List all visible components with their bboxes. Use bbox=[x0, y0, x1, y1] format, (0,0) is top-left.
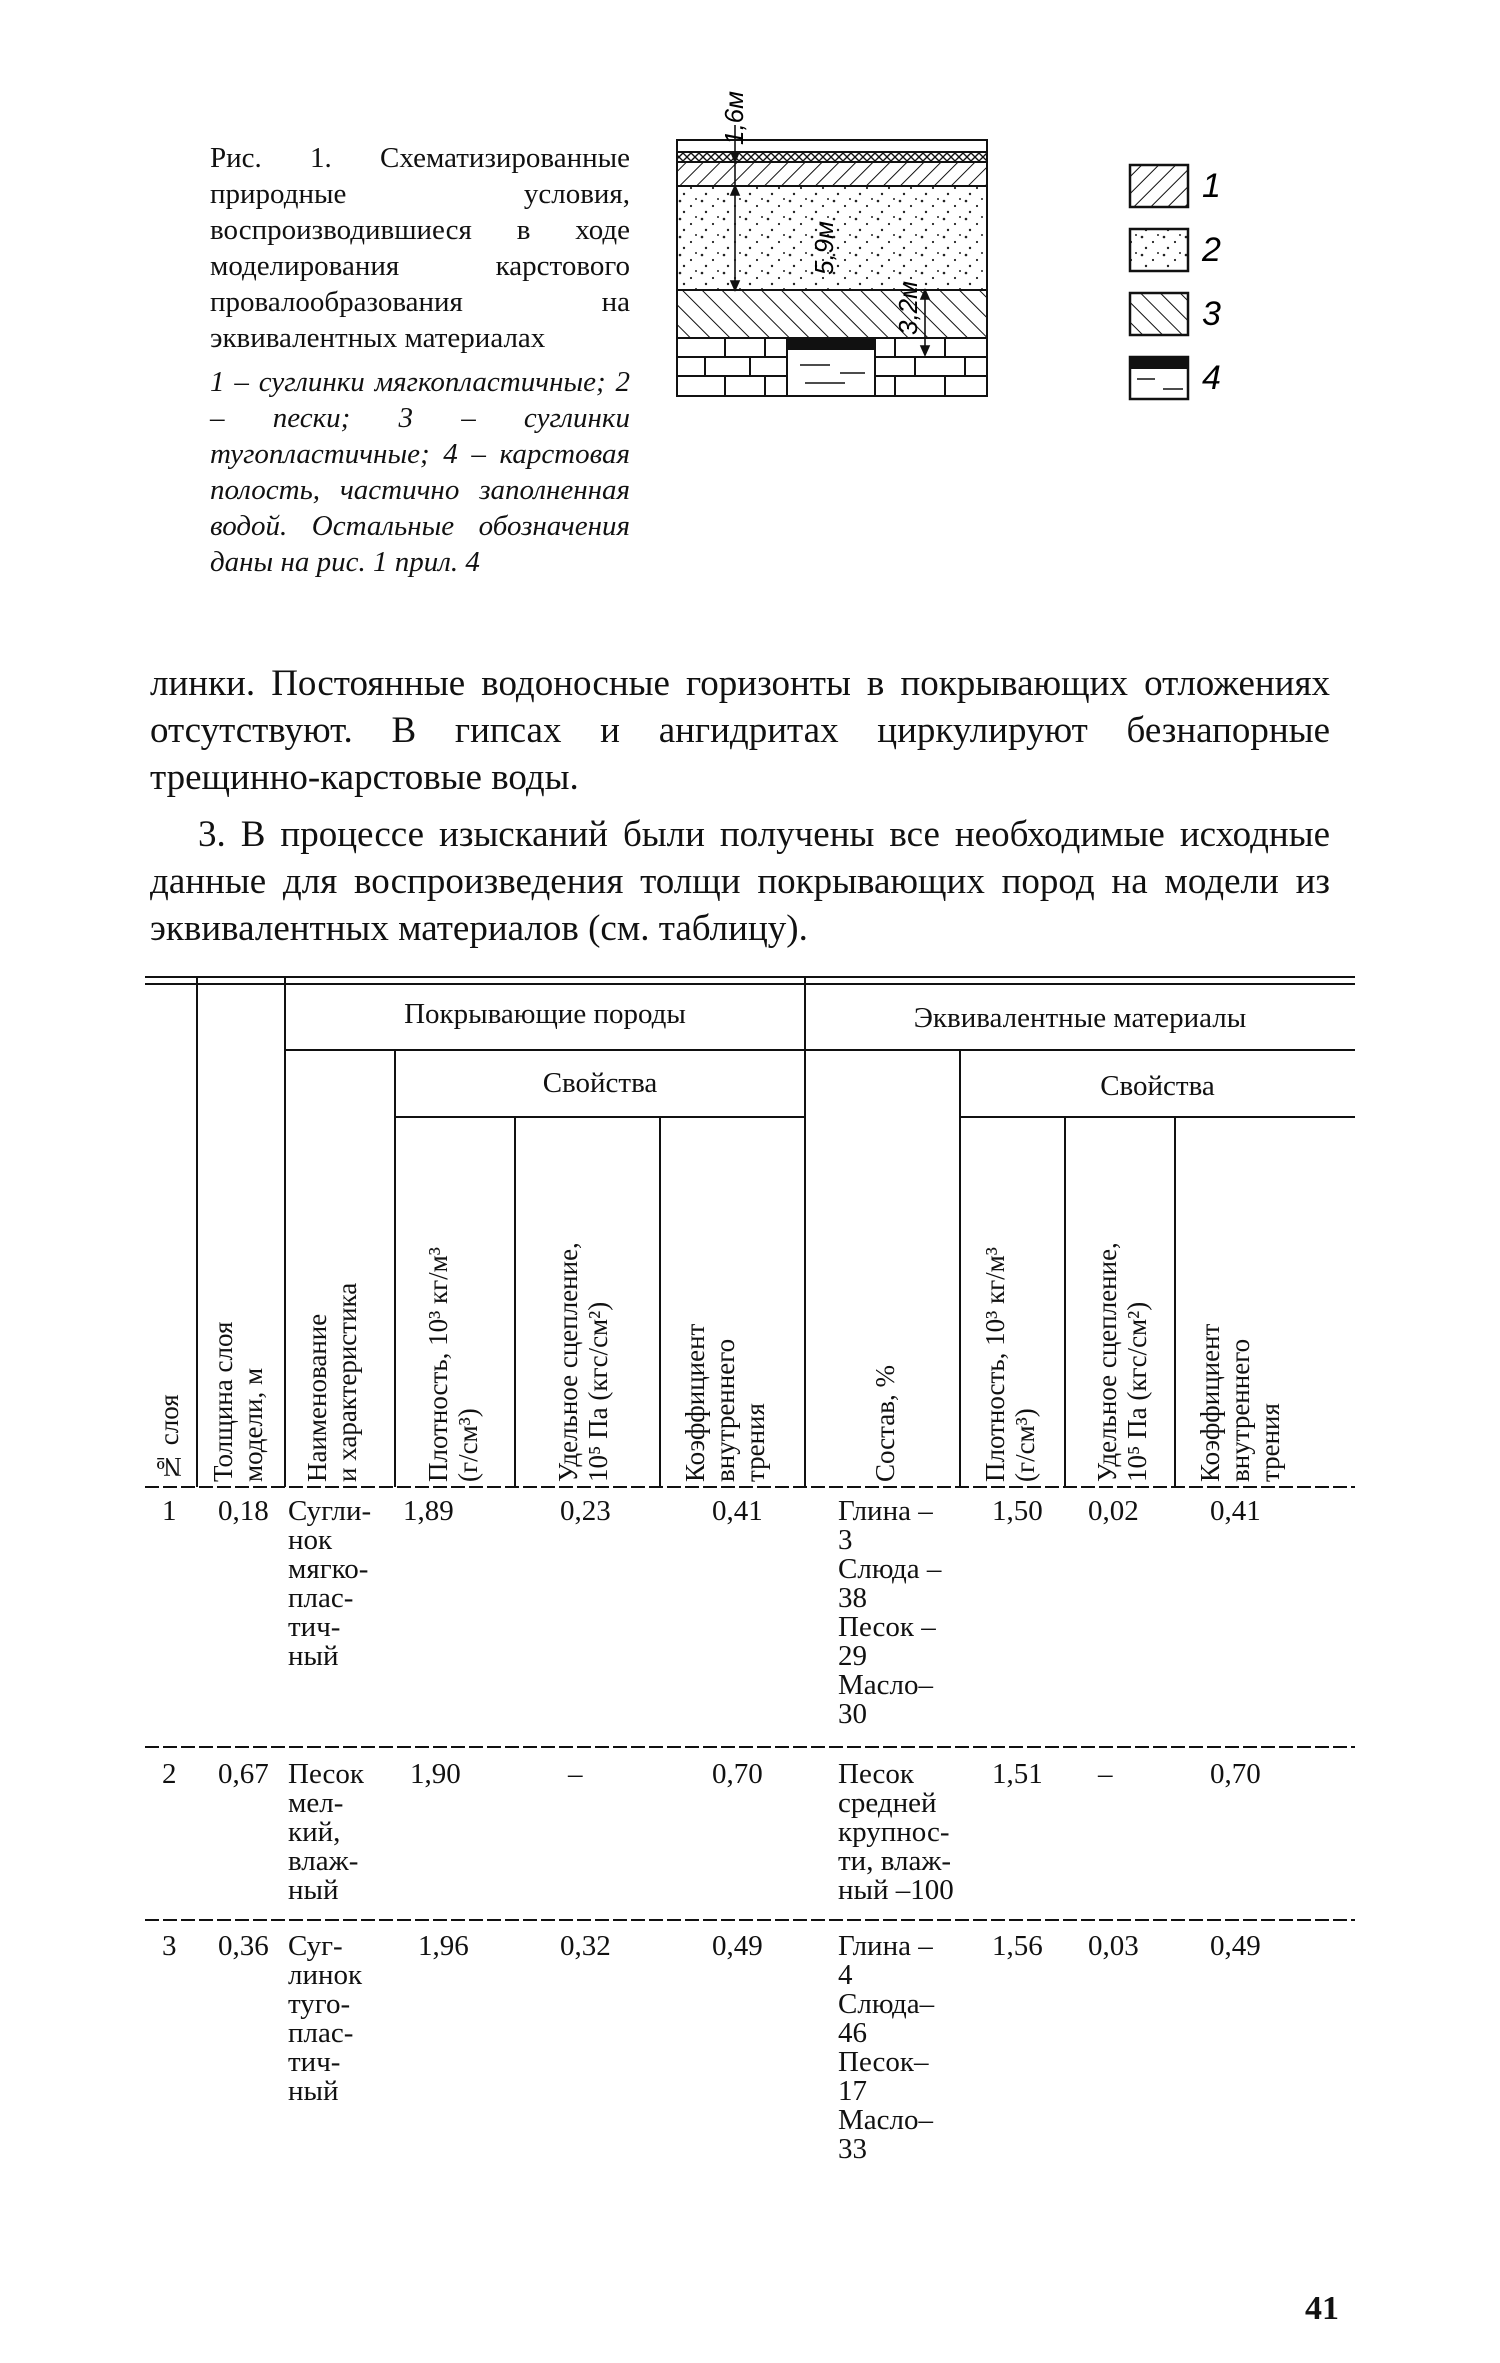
legend-swatch-4 bbox=[1130, 357, 1188, 399]
cell-composition: Глина – 4 Слюда– 46 Песок– 17 Масло– 33 bbox=[838, 1930, 935, 2165]
cell-density-2: 1,56 bbox=[992, 1930, 1043, 1962]
figure-caption-legend: 1 – суглинки мягкопластичные; 2 – пески; 3 – суглинки тугопластичные; 4 – карстовая полость, частично заполненная водой. Остальные обозначения даны на рис. 1 прил. 4 bbox=[210, 366, 630, 578]
cell-density: 1,89 bbox=[403, 1495, 454, 1527]
cell-composition: Глина – 3 Слюда – 38 Песок – 29 Масло– 30 bbox=[838, 1495, 942, 1730]
legend-num-3: 3 bbox=[1202, 295, 1221, 333]
group-header-equivalent: Эквивалентные материалы bbox=[913, 1002, 1247, 1034]
cell-friction-2: 0,70 bbox=[1210, 1758, 1261, 1790]
layer-3-loam-stiff bbox=[677, 290, 987, 338]
section-drawing bbox=[655, 91, 1315, 625]
cell-friction: 0,49 bbox=[712, 1930, 763, 1962]
cell-cohesion-2: 0,03 bbox=[1088, 1930, 1139, 1962]
col-header-cohesion-2: Удельное сцепление, 10⁵ Па (кгс/см²) bbox=[1092, 1242, 1152, 1482]
col-header-density: Плотность, 10³ кг/м³ (г/см³) bbox=[423, 1247, 483, 1482]
cell-density-2: 1,50 bbox=[992, 1495, 1043, 1527]
cell-cohesion: – bbox=[568, 1758, 583, 1790]
properties-header-rocks: Свойства bbox=[542, 1067, 658, 1099]
cell-cohesion-2: – bbox=[1098, 1758, 1113, 1790]
cell-density: 1,90 bbox=[410, 1758, 461, 1790]
group-header-rocks: Покрывающие породы bbox=[404, 998, 686, 1030]
legend-swatch-3 bbox=[1130, 293, 1188, 335]
cell-composition: Песок средней крупнос- ти, влаж- ный –100 bbox=[838, 1758, 954, 1906]
cell-friction-2: 0,41 bbox=[1210, 1495, 1261, 1527]
properties-header-equivalent: Свойства bbox=[1100, 1070, 1215, 1102]
paragraph-continuation: линки. Постоянные водоносные горизонты в покрывающих отложениях отсутствуют. В гипсах и ангидритах циркулируют безнапорные трещинно-карстовые воды. bbox=[150, 663, 1330, 798]
legend-num-2: 2 bbox=[1202, 231, 1221, 269]
layers-table bbox=[140, 972, 1360, 2212]
cell-thickness: 0,36 bbox=[218, 1930, 269, 1962]
cell-name: Суг- линок туго- плас- тич- ный bbox=[288, 1930, 363, 2107]
col-header-friction-2: Коэффициент внутреннего трения bbox=[1195, 1323, 1285, 1482]
cell-name: Сугли- нок мягко- плас- тич- ный bbox=[288, 1495, 372, 1672]
col-header-name: Наименование и характеристика bbox=[302, 1282, 362, 1482]
cell-friction: 0,70 bbox=[712, 1758, 763, 1790]
cell-density: 1,96 bbox=[418, 1930, 469, 1962]
cell-no: 3 bbox=[162, 1930, 177, 1962]
cell-thickness: 0,67 bbox=[218, 1758, 269, 1790]
page-number: 41 bbox=[1305, 2290, 1339, 2327]
cell-friction-2: 0,49 bbox=[1210, 1930, 1261, 1962]
cell-thickness: 0,18 bbox=[218, 1495, 269, 1527]
legend-num-4: 4 bbox=[1202, 359, 1221, 397]
dim-1-6m: 1,6м bbox=[719, 91, 749, 145]
figure-caption-title: Рис. 1. Схематизированные природные условия, воспроизводившиеся в ходе моделирования карстового провалообразования на эквивалентных материалах bbox=[210, 142, 630, 354]
cell-density-2: 1,51 bbox=[992, 1758, 1043, 1790]
legend-swatch-1 bbox=[1130, 165, 1188, 207]
cell-cohesion-2: 0,02 bbox=[1088, 1495, 1139, 1527]
cell-cohesion: 0,23 bbox=[560, 1495, 611, 1527]
dim-3-2m: 3,2м bbox=[893, 281, 923, 335]
legend-num-1: 1 bbox=[1202, 167, 1221, 205]
col-header-density-2: Плотность, 10³ кг/м³ (г/см³) bbox=[980, 1247, 1040, 1482]
geological-section-figure bbox=[655, 91, 1315, 625]
cell-no: 2 bbox=[162, 1758, 177, 1790]
col-header-layer-no: № слоя bbox=[154, 1394, 184, 1482]
legend-swatch-2 bbox=[1130, 229, 1188, 271]
layer-1-top bbox=[677, 152, 987, 162]
cell-no: 1 bbox=[162, 1495, 177, 1527]
cell-cohesion: 0,32 bbox=[560, 1930, 611, 1962]
col-header-cohesion: Удельное сцепление, 10⁵ Па (кгс/см²) bbox=[553, 1242, 613, 1482]
paragraph-3: 3. В процессе изысканий были получены все необходимые исходные данные для воспроизведения толщи покрывающих пород на модели из эквивалентных материалов (см. таблицу). bbox=[150, 814, 1330, 949]
col-header-thickness: Толщина слоя модели, м bbox=[208, 1321, 268, 1482]
col-header-composition: Состав, % bbox=[870, 1364, 900, 1482]
figure-caption bbox=[210, 140, 630, 580]
cell-friction: 0,41 bbox=[712, 1495, 763, 1527]
body-text bbox=[150, 660, 1330, 952]
col-header-friction: Коэффициент внутреннего трения bbox=[680, 1323, 770, 1482]
dim-5-9m: 5,9м bbox=[809, 221, 839, 275]
karst-cavity bbox=[787, 338, 875, 396]
cell-name: Песок мел- кий, влаж- ный bbox=[288, 1758, 364, 1906]
layer-1-loam-soft bbox=[677, 162, 987, 186]
